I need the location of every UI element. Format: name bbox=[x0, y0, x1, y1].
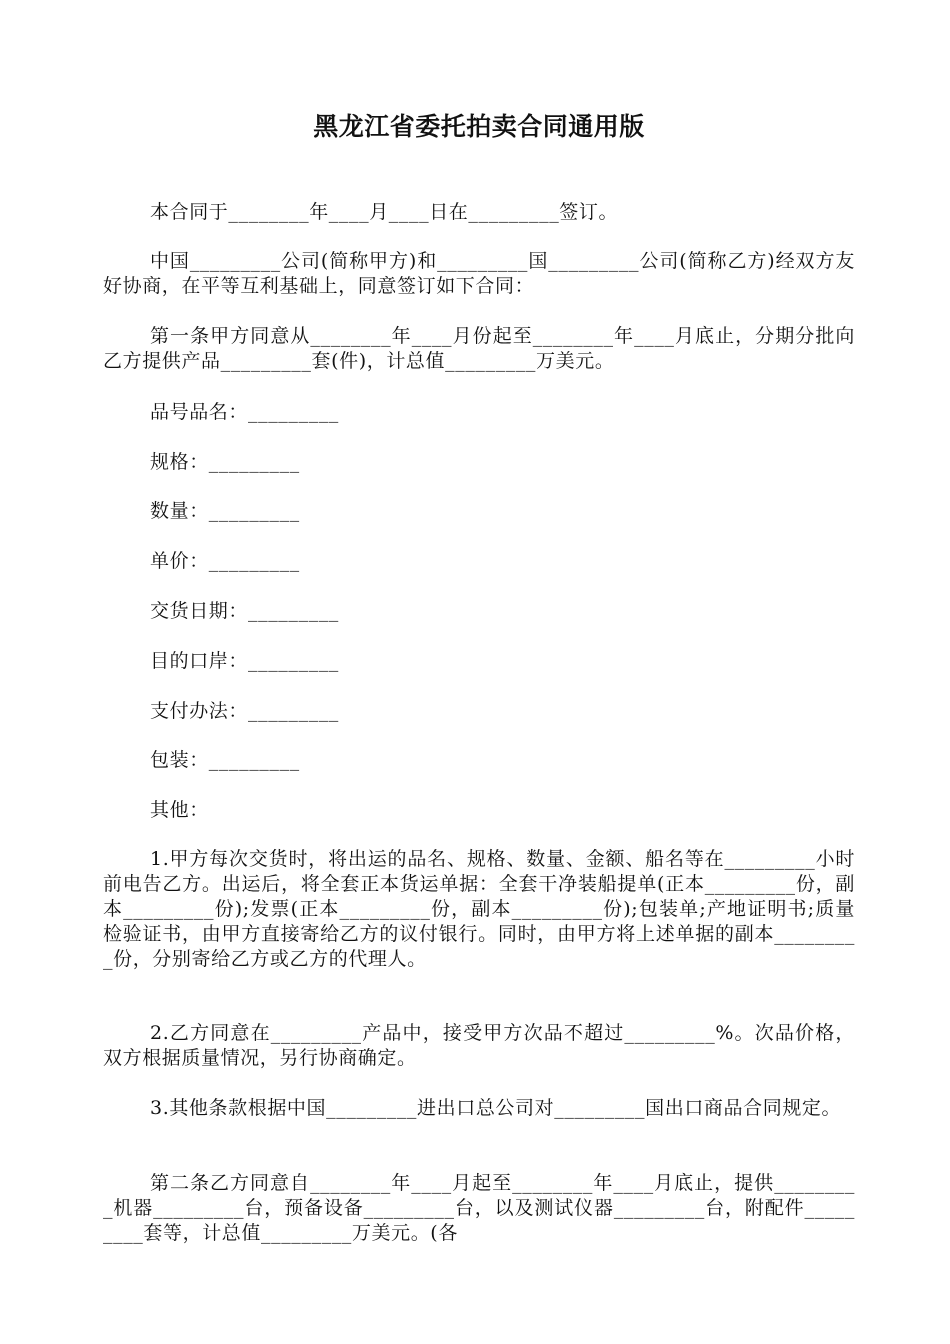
parties-paragraph: 中国_________公司(简称甲方)和_________国_________公司(简称乙方)经双方友好协商，在平等互利基础上，同意签订如下合同： bbox=[103, 250, 855, 297]
signing-paragraph: 本合同于________年____月____日在_________签订。 bbox=[150, 201, 619, 223]
document-page bbox=[103, 0, 855, 1344]
clause-two-paragraph: 2.乙方同意在_________产品中，接受甲方次品不超过_________%。次品价格，双方根据质量情况，另行协商确定。 bbox=[103, 1022, 855, 1069]
field-unit-price: 单价：_________ bbox=[150, 550, 300, 572]
article-one-paragraph: 第一条甲方同意从________年____月份起至________年____月底止，分期分批向乙方提供产品_________套(件)，计总值_________万美元。 bbox=[103, 325, 855, 372]
field-payment-method: 支付办法：_________ bbox=[150, 700, 339, 722]
field-other: 其他： bbox=[150, 799, 209, 821]
field-destination-port: 目的口岸：_________ bbox=[150, 650, 339, 672]
clause-one-paragraph: 1.甲方每次交货时，将出运的品名、规格、数量、金额、船名等在_________小时前电告乙方。出运后，将全套正本货运单据：全套干净装船提单(正本_________份，副本_________份);发票(正本_________份，副本_________份);包装单;产地证明书;质量检验证书，由甲方直接寄给乙方的议付银行。同时，由甲方将上述单据的副本_________份，分别寄给乙方或乙方的代理人。 bbox=[103, 848, 855, 970]
field-product-name: 品号品名：_________ bbox=[150, 401, 339, 423]
article-two-paragraph: 第二条乙方同意自________年____月起至________年____月底止，提供_________机器_________台，预备设备_________台，以及测试仪器_________台，附配件_________套等，计总值_________万美元。(各 bbox=[103, 1172, 855, 1244]
field-delivery-date: 交货日期：_________ bbox=[150, 600, 339, 622]
field-specification: 规格：_________ bbox=[150, 451, 300, 473]
clause-three-paragraph: 3.其他条款根据中国_________进出口总公司对_________国出口商品合同规定。 bbox=[150, 1097, 842, 1119]
field-packaging: 包装：_________ bbox=[150, 749, 300, 771]
document-title: 黑龙江省委托拍卖合同通用版 bbox=[313, 112, 645, 141]
field-quantity: 数量：_________ bbox=[150, 500, 300, 522]
